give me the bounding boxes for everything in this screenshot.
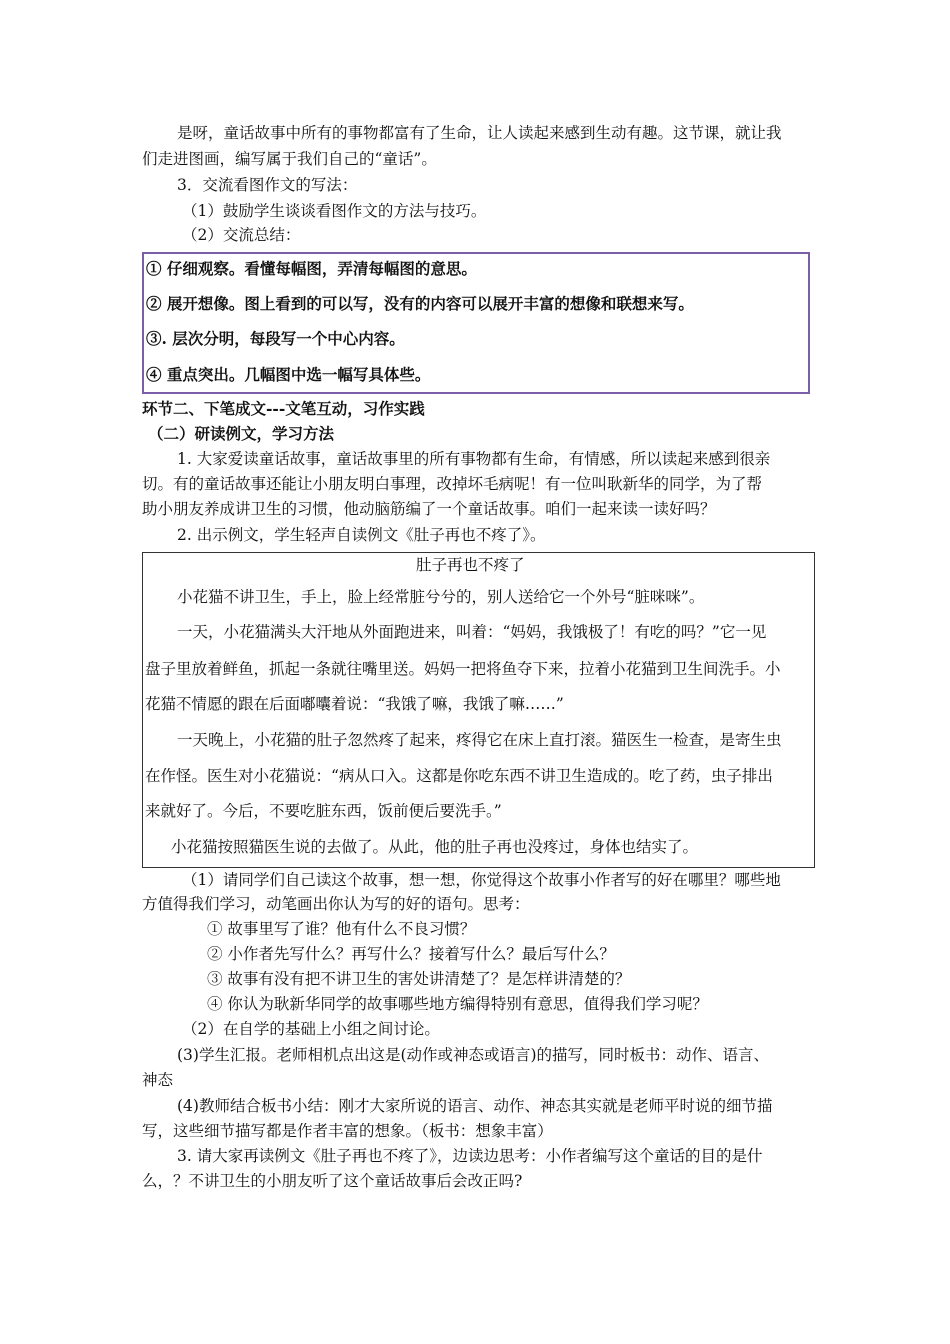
section-subheading: （二）研读例文，学习方法 <box>148 424 335 443</box>
story-line-5: 一天晚上，小花猫的肚子忽然疼了起来，疼得它在床上直打滚。猫医生一检查，是寄生虫 <box>177 731 782 749</box>
question-3-line-2: 神态 <box>142 1071 174 1089</box>
question-3-line-1: (3)学生汇报。老师相机点出这是(动作或神态或语言)的描写，同时板书：动作、语言、 <box>177 1046 770 1064</box>
question-1-line-2: 方值得我们学习，动笔画出你认为写的好的语句。思考： <box>142 895 530 913</box>
item-3-sub-1: （1）鼓励学生谈谈看图作文的方法与技巧。 <box>182 202 487 220</box>
intro-paragraph-line-2: 们走进图画，编写属于我们自己的“童话”。 <box>142 150 437 168</box>
section-paragraph-line-3: 助小朋友养成讲卫生的习惯，他动脑筋编了一个童话故事。咱们一起来读一读好吗？ <box>142 500 716 518</box>
thinking-point-2: ② 小作者先写什么？再写什么？接着写什么？最后写什么？ <box>207 945 615 963</box>
question-4-line-1: (4)教师结合板书小结：刚才大家所说的语言、动作、神态其实就是老师平时说的细节描 <box>177 1097 773 1115</box>
question-5-line-1: 3. 请大家再读例文《肚子再也不疼了》，边读边思考：小作者编写这个童话的目的是什 <box>177 1147 763 1165</box>
question-1-line-1: （1）请同学们自己读这个故事，想一想，你觉得这个故事小作者写的好在哪里？哪些地 <box>182 871 781 889</box>
section-paragraph-2: 2. 出示例文，学生轻声自读例文《肚子再也不疼了》。 <box>177 526 546 544</box>
item-3-sub-2: （2）交流总结： <box>182 226 301 244</box>
section-paragraph-line-1: 1. 大家爱读童话故事，童话故事里的所有事物都有生命，有情感，所以读起来感到很亲 <box>177 450 771 468</box>
story-line-6: 在作怪。医生对小花猫说：“病从口入。这都是你吃东西不讲卫生造成的。吃了药，虫子排出 <box>145 767 773 785</box>
story-line-3: 盘子里放着鲜鱼，抓起一条就往嘴里送。妈妈一把将鱼夺下来，拉着小花猫到卫生间洗手。小 <box>145 660 781 678</box>
intro-paragraph-line-1: 是呀，童话故事中所有的事物都富有了生命，让人读起来感到生动有趣。这节课，就让我 <box>177 124 782 142</box>
story-line-2: 一天，小花猫满头大汗地从外面跑进来，叫着：“妈妈，我饿极了！有吃的吗？”它一见 <box>177 623 767 641</box>
summary-item-2: ② 展开想像。图上看到的可以写，没有的内容可以展开丰富的想像和联想来写。 <box>146 294 694 313</box>
question-4-line-2: 写，这些细节描写都是作者丰富的想象。（板书：想象丰富） <box>142 1122 553 1140</box>
story-title: 肚子再也不疼了 <box>416 556 525 574</box>
thinking-point-4: ④ 你认为耿新华同学的故事哪些地方编得特别有意思，值得我们学习呢？ <box>207 995 708 1013</box>
section-heading: 环节二、下笔成文---文笔互动，习作实践 <box>142 399 425 418</box>
story-line-7: 来就好了。今后，不要吃脏东西，饭前便后要洗手。” <box>145 802 502 820</box>
story-line-1: 小花猫不讲卫生，手上，脸上经常脏兮兮的，别人送给它一个外号“脏咪咪”。 <box>177 588 705 606</box>
thinking-point-1: ① 故事里写了谁？他有什么不良习惯？ <box>207 920 476 938</box>
question-2: （2）在自学的基础上小组之间讨论。 <box>182 1020 440 1038</box>
story-line-8: 小花猫按照猫医生说的去做了。从此，他的肚子再也没疼过，身体也结实了。 <box>171 838 699 856</box>
section-paragraph-line-2: 切。有的童话故事还能让小朋友明白事理，改掉坏毛病呢！有一位叫耿新华的同学，为了帮 <box>142 475 763 493</box>
summary-item-4: ④ 重点突出。几幅图中选一幅写具体些。 <box>146 365 431 384</box>
summary-item-3: ③. 层次分明，每段写一个中心内容。 <box>146 329 405 348</box>
thinking-point-3: ③ 故事有没有把不讲卫生的害处讲清楚了？是怎样讲清楚的？ <box>207 970 631 988</box>
summary-item-1: ① 仔细观察。看懂每幅图，弄清每幅图的意思。 <box>146 259 477 278</box>
item-3-heading: 3．交流看图作文的写法： <box>177 176 358 194</box>
question-5-line-2: 么，？不讲卫生的小朋友听了这个童话故事后会改正吗? <box>142 1172 523 1190</box>
story-line-4: 花猫不情愿的跟在后面嘟囔着说：“我饿了嘛，我饿了嘛……” <box>145 695 564 713</box>
